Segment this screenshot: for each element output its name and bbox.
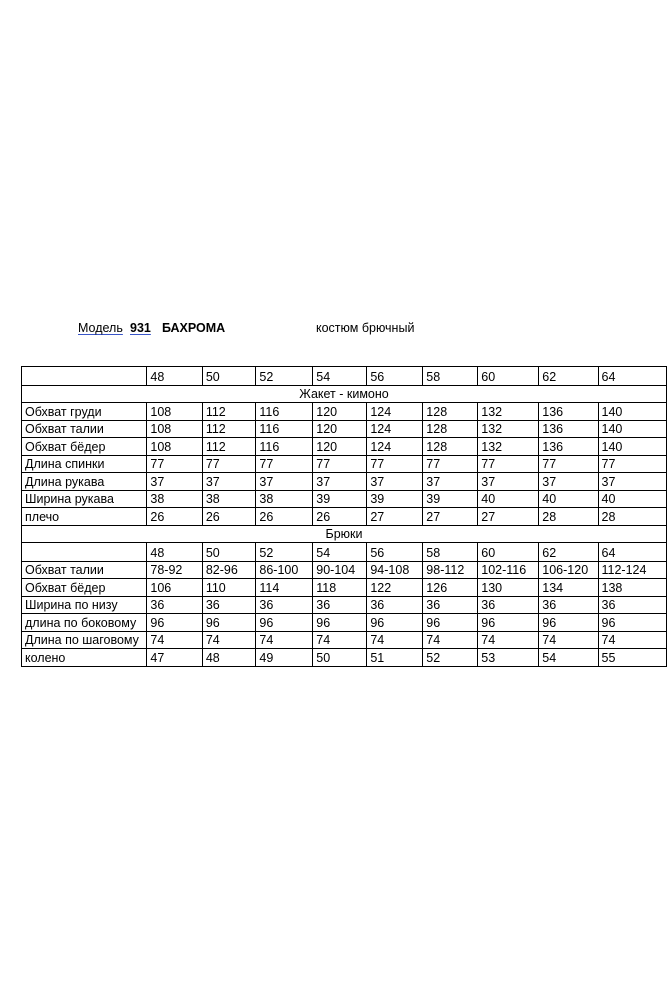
- measurement-value: 26: [256, 508, 313, 526]
- jacket-size-row: [22, 367, 667, 386]
- size-header-cell: 64: [598, 543, 667, 562]
- measurement-value: 94-108: [367, 561, 423, 579]
- product-type: костюм брючный: [316, 321, 415, 335]
- measurement-value: 138: [598, 579, 667, 597]
- size-header-cell: 60: [478, 543, 539, 562]
- measurement-value: 132: [478, 420, 539, 438]
- measurement-value: 28: [598, 508, 667, 526]
- size-header-cell: 54: [313, 543, 367, 562]
- measurement-value: 77: [423, 455, 478, 473]
- measurement-value: 96: [423, 614, 478, 632]
- table-row: [22, 631, 667, 649]
- measurement-value: 122: [367, 579, 423, 597]
- measurement-value: 74: [367, 631, 423, 649]
- measurement-label: Обхват талии: [22, 420, 147, 438]
- size-header-cell: 58: [423, 543, 478, 562]
- size-header-cell: 50: [202, 543, 256, 562]
- size-header-cell: 58: [423, 367, 478, 386]
- measurement-value: 106: [147, 579, 202, 597]
- measurement-label: Длина спинки: [22, 455, 147, 473]
- size-header-cell: 64: [598, 367, 667, 386]
- measurement-value: 120: [313, 420, 367, 438]
- empty-cell: [22, 367, 147, 386]
- measurement-value: 37: [423, 473, 478, 491]
- measurement-value: 27: [478, 508, 539, 526]
- measurement-value: 49: [256, 649, 313, 667]
- measurement-label: Длина рукава: [22, 473, 147, 491]
- measurement-value: 51: [367, 649, 423, 667]
- size-header-cell: 50: [202, 367, 256, 386]
- measurement-value: 128: [423, 403, 478, 421]
- measurement-value: 40: [598, 490, 667, 508]
- measurement-label: длина по боковому: [22, 614, 147, 632]
- measurement-value: 128: [423, 438, 478, 456]
- measurement-value: 78-92: [147, 561, 202, 579]
- size-chart-table: [21, 366, 667, 667]
- measurement-label: Ширина по низу: [22, 596, 147, 614]
- measurement-value: 36: [202, 596, 256, 614]
- measurement-value: 132: [478, 438, 539, 456]
- measurement-value: 112: [202, 403, 256, 421]
- measurement-label: Длина по шаговому: [22, 631, 147, 649]
- measurement-value: 54: [539, 649, 598, 667]
- measurement-value: 96: [147, 614, 202, 632]
- measurement-value: 74: [202, 631, 256, 649]
- measurement-value: 53: [478, 649, 539, 667]
- measurement-value: 74: [256, 631, 313, 649]
- measurement-value: 74: [423, 631, 478, 649]
- measurement-value: 134: [539, 579, 598, 597]
- measurement-value: 96: [598, 614, 667, 632]
- measurement-value: 136: [539, 438, 598, 456]
- table-row: [22, 561, 667, 579]
- measurement-value: 136: [539, 403, 598, 421]
- document-header: [0, 321, 667, 341]
- measurement-value: 116: [256, 403, 313, 421]
- measurement-value: 108: [147, 420, 202, 438]
- measurement-value: 37: [367, 473, 423, 491]
- measurement-value: 74: [313, 631, 367, 649]
- measurement-value: 39: [313, 490, 367, 508]
- measurement-value: 39: [423, 490, 478, 508]
- measurement-value: 74: [478, 631, 539, 649]
- measurement-value: 27: [367, 508, 423, 526]
- measurement-value: 96: [313, 614, 367, 632]
- size-header-cell: 52: [256, 367, 313, 386]
- measurement-value: 38: [202, 490, 256, 508]
- measurement-label: Ширина рукава: [22, 490, 147, 508]
- measurement-value: 124: [367, 438, 423, 456]
- trousers-section-row: [22, 525, 667, 543]
- measurement-label: Обхват бёдер: [22, 438, 147, 456]
- measurement-value: 36: [256, 596, 313, 614]
- section-title: Жакет - кимоно: [22, 385, 667, 403]
- measurement-value: 82-96: [202, 561, 256, 579]
- size-chart-body: [22, 367, 667, 667]
- size-header-cell: 62: [539, 543, 598, 562]
- measurement-label: Обхват бёдер: [22, 579, 147, 597]
- measurement-value: 37: [256, 473, 313, 491]
- measurement-value: 48: [202, 649, 256, 667]
- measurement-value: 27: [423, 508, 478, 526]
- table-row: [22, 473, 667, 491]
- measurement-value: 136: [539, 420, 598, 438]
- table-row: [22, 403, 667, 421]
- model-name: БАХРОМА: [162, 321, 226, 335]
- measurement-value: 96: [478, 614, 539, 632]
- measurement-value: 96: [539, 614, 598, 632]
- empty-cell: [22, 543, 147, 562]
- size-header-cell: 56: [367, 367, 423, 386]
- measurement-value: 140: [598, 438, 667, 456]
- measurement-value: 77: [202, 455, 256, 473]
- table-row: [22, 490, 667, 508]
- measurement-value: 26: [313, 508, 367, 526]
- measurement-value: 37: [598, 473, 667, 491]
- measurement-value: 38: [256, 490, 313, 508]
- measurement-value: 124: [367, 420, 423, 438]
- measurement-value: 108: [147, 438, 202, 456]
- table-row: [22, 508, 667, 526]
- table-row: [22, 614, 667, 632]
- measurement-value: 50: [313, 649, 367, 667]
- size-header-cell: 56: [367, 543, 423, 562]
- measurement-value: 96: [367, 614, 423, 632]
- measurement-value: 112: [202, 438, 256, 456]
- measurement-value: 124: [367, 403, 423, 421]
- measurement-value: 112-124: [598, 561, 667, 579]
- measurement-label: Обхват груди: [22, 403, 147, 421]
- measurement-label: плечо: [22, 508, 147, 526]
- measurement-value: 140: [598, 420, 667, 438]
- size-header-cell: 52: [256, 543, 313, 562]
- table-row: [22, 438, 667, 456]
- measurement-value: 77: [256, 455, 313, 473]
- measurement-value: 108: [147, 403, 202, 421]
- measurement-value: 47: [147, 649, 202, 667]
- measurement-value: 120: [313, 403, 367, 421]
- measurement-value: 40: [478, 490, 539, 508]
- measurement-value: 126: [423, 579, 478, 597]
- measurement-value: 26: [202, 508, 256, 526]
- table-row: [22, 579, 667, 597]
- measurement-value: 40: [539, 490, 598, 508]
- table-row: [22, 596, 667, 614]
- measurement-value: 140: [598, 403, 667, 421]
- jacket-section-row: [22, 385, 667, 403]
- measurement-label: Обхват талии: [22, 561, 147, 579]
- measurement-value: 36: [478, 596, 539, 614]
- size-header-cell: 48: [147, 367, 202, 386]
- measurement-value: 77: [313, 455, 367, 473]
- table-row: [22, 649, 667, 667]
- measurement-label: колено: [22, 649, 147, 667]
- measurement-value: 28: [539, 508, 598, 526]
- measurement-value: 77: [539, 455, 598, 473]
- measurement-value: 74: [147, 631, 202, 649]
- measurement-value: 36: [313, 596, 367, 614]
- measurement-value: 77: [367, 455, 423, 473]
- measurement-value: 130: [478, 579, 539, 597]
- measurement-value: 112: [202, 420, 256, 438]
- measurement-value: 106-120: [539, 561, 598, 579]
- measurement-value: 116: [256, 420, 313, 438]
- measurement-value: 128: [423, 420, 478, 438]
- measurement-value: 37: [147, 473, 202, 491]
- measurement-value: 132: [478, 403, 539, 421]
- measurement-value: 74: [539, 631, 598, 649]
- measurement-value: 77: [598, 455, 667, 473]
- measurement-value: 38: [147, 490, 202, 508]
- measurement-value: 74: [598, 631, 667, 649]
- measurement-value: 98-112: [423, 561, 478, 579]
- measurement-value: 55: [598, 649, 667, 667]
- measurement-value: 36: [147, 596, 202, 614]
- measurement-value: 37: [478, 473, 539, 491]
- measurement-value: 52: [423, 649, 478, 667]
- measurement-value: 36: [539, 596, 598, 614]
- table-row: [22, 455, 667, 473]
- measurement-value: 37: [539, 473, 598, 491]
- section-title: Брюки: [22, 525, 667, 543]
- measurement-value: 36: [367, 596, 423, 614]
- measurement-value: 36: [598, 596, 667, 614]
- size-header-cell: 54: [313, 367, 367, 386]
- size-header-cell: 62: [539, 367, 598, 386]
- measurement-value: 96: [256, 614, 313, 632]
- measurement-value: 114: [256, 579, 313, 597]
- table-row: [22, 420, 667, 438]
- model-label: Модель: [78, 321, 123, 335]
- measurement-value: 77: [478, 455, 539, 473]
- measurement-value: 86-100: [256, 561, 313, 579]
- measurement-value: 26: [147, 508, 202, 526]
- measurement-value: 37: [313, 473, 367, 491]
- measurement-value: 37: [202, 473, 256, 491]
- model-number: 931: [130, 321, 151, 335]
- measurement-value: 110: [202, 579, 256, 597]
- trousers-size-row: [22, 543, 667, 562]
- measurement-value: 120: [313, 438, 367, 456]
- measurement-value: 116: [256, 438, 313, 456]
- measurement-value: 118: [313, 579, 367, 597]
- measurement-value: 36: [423, 596, 478, 614]
- measurement-value: 90-104: [313, 561, 367, 579]
- measurement-value: 102-116: [478, 561, 539, 579]
- size-header-cell: 48: [147, 543, 202, 562]
- measurement-value: 77: [147, 455, 202, 473]
- size-header-cell: 60: [478, 367, 539, 386]
- measurement-value: 96: [202, 614, 256, 632]
- measurement-value: 39: [367, 490, 423, 508]
